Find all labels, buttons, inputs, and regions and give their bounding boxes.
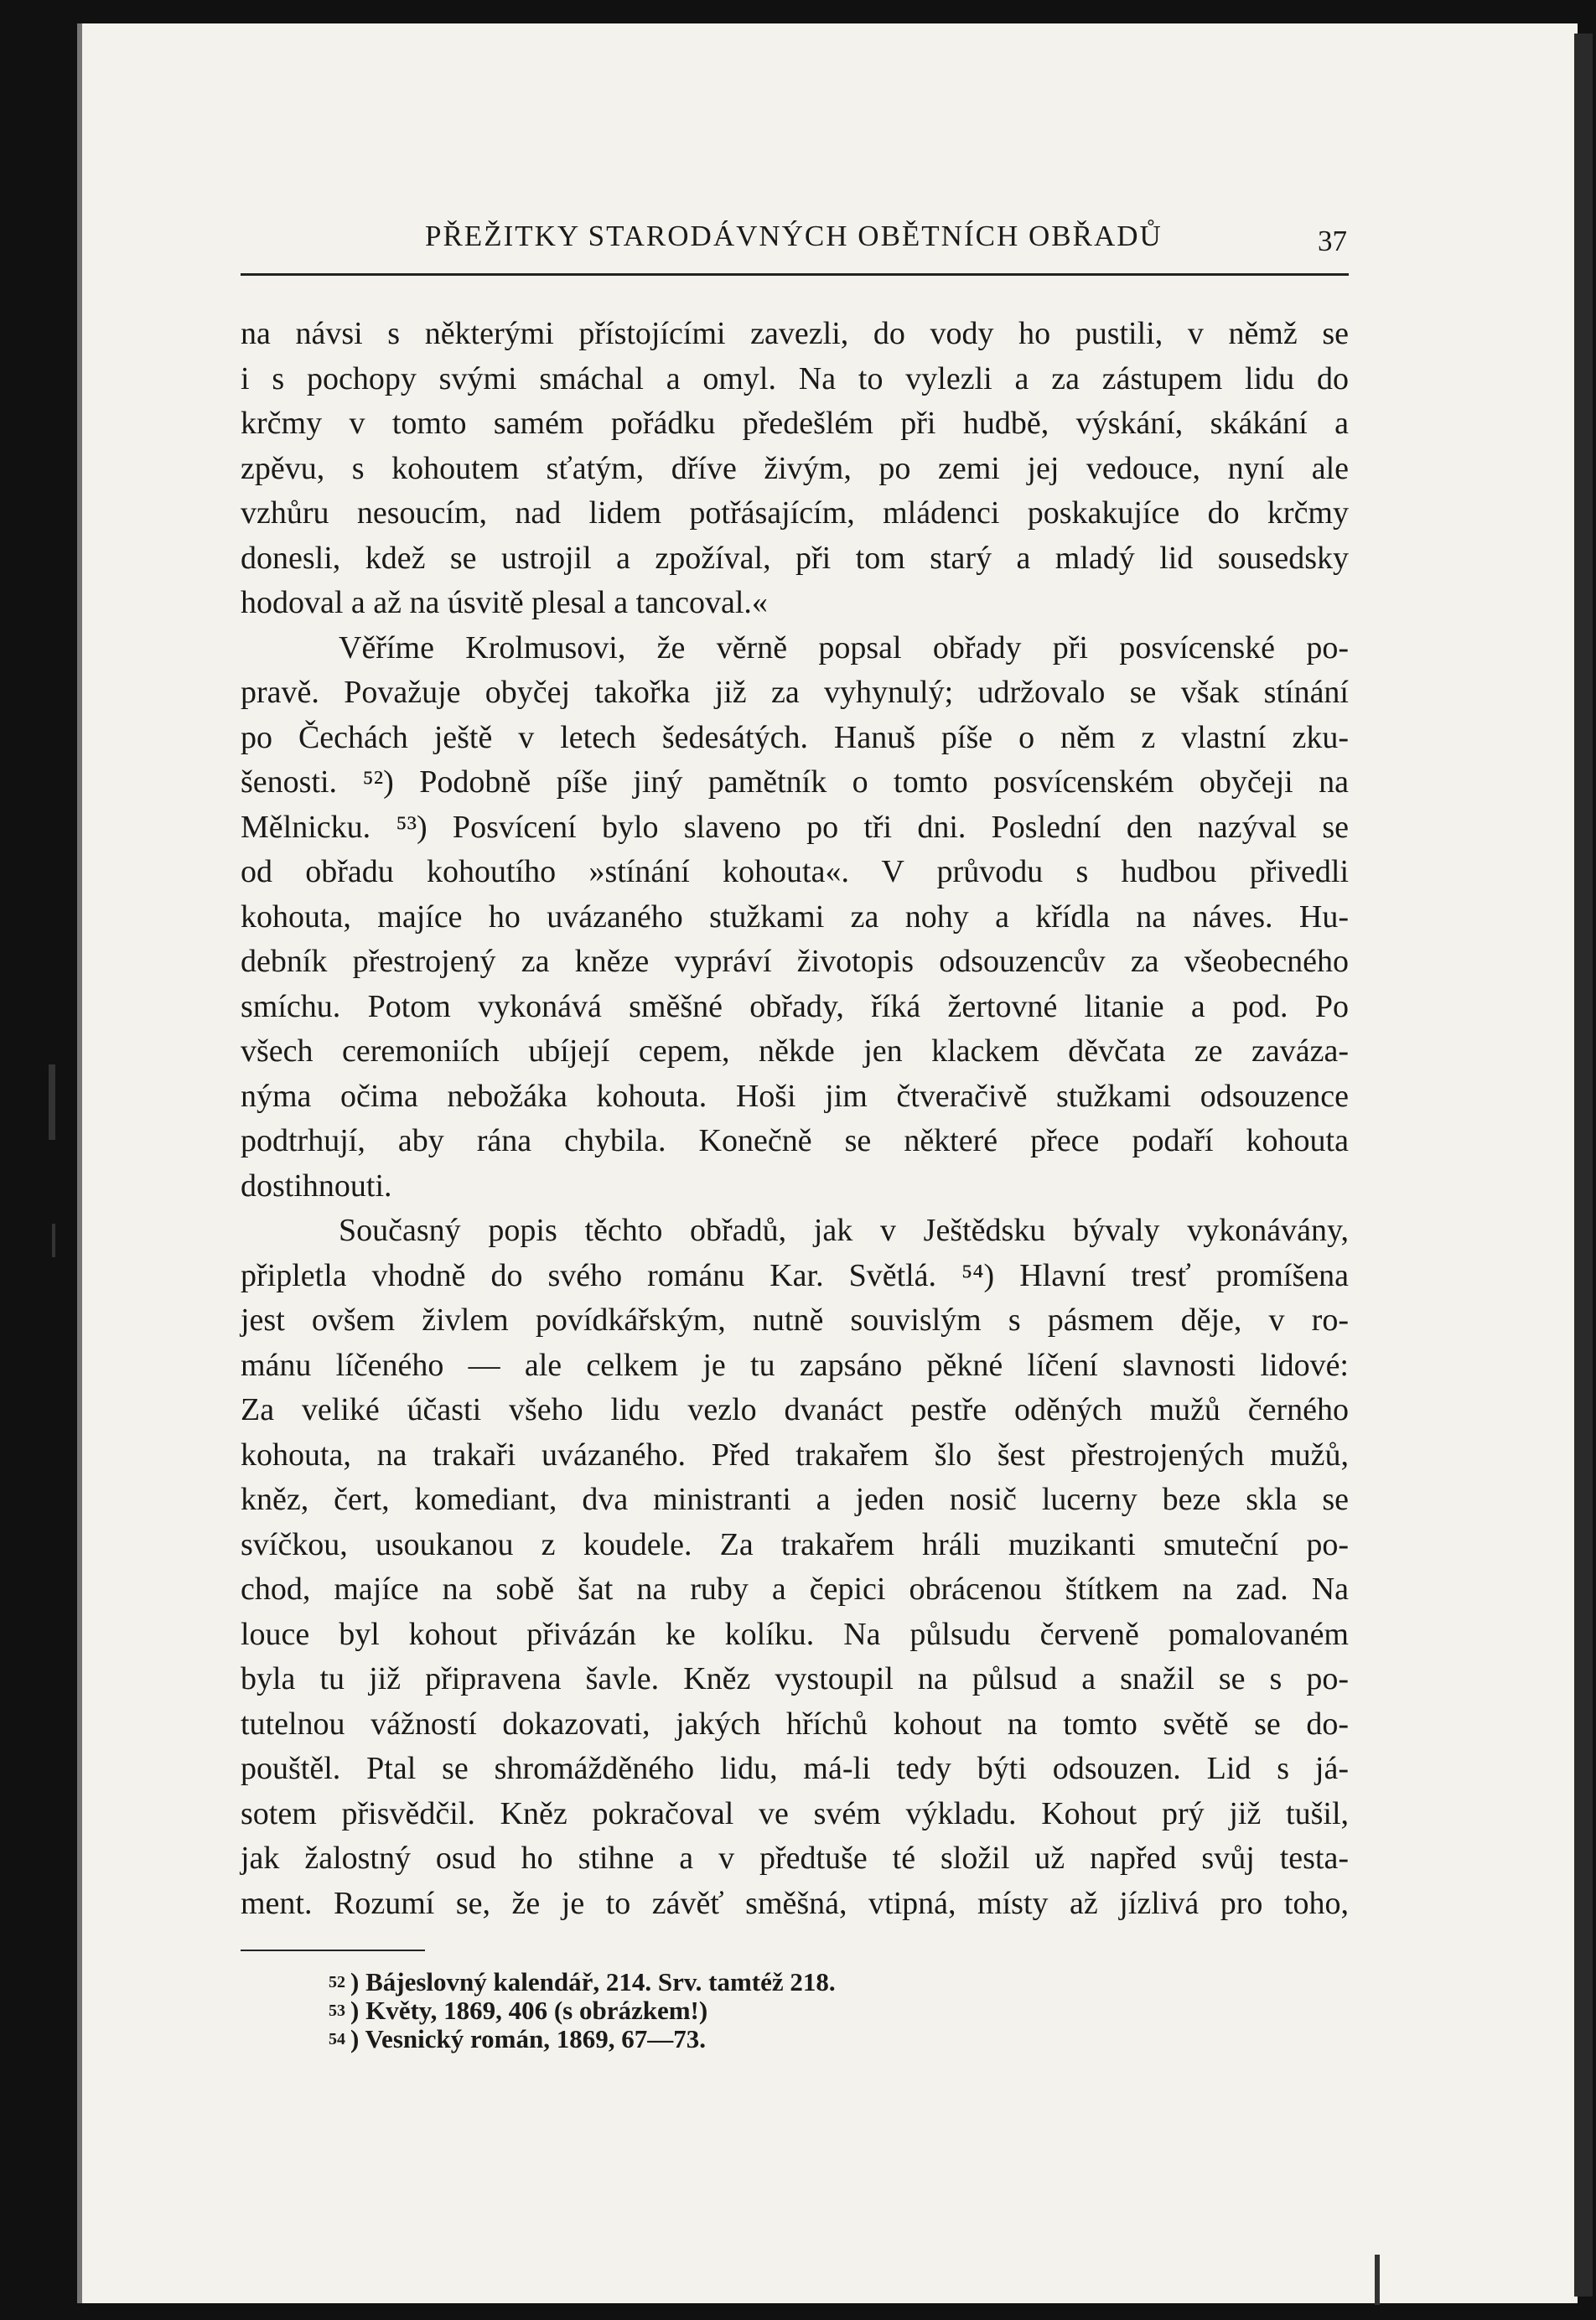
page-number: 37: [1318, 225, 1347, 257]
text-line: šenosti. ⁵²) Podobně píše jiný pamětník o tomto posvícenském obyčeji na: [241, 764, 1349, 800]
footnote: [329, 1968, 836, 1996]
text-line: donesli, kdež se ustrojil a zpožíval, při tom starý a mladý lid sousedsky: [241, 540, 1349, 576]
text-line: od obřadu kohoutího »stínání kohouta«. V průvodu s hudbou přivedli: [241, 854, 1349, 889]
scan-edge: [1574, 34, 1593, 2297]
text-line: nýma očima nebožáka kohouta. Hoši jim čtveračivě stužkami odsouzence: [241, 1078, 1349, 1114]
footnote-text: Bájeslovný kalendář, 214. Srv. tamtéž 218.: [365, 1967, 836, 1996]
text-line: svíčkou, usoukanou z koudele. Za trakařem hráli muzikanti smuteční po-: [241, 1526, 1349, 1562]
page-gutter: [77, 23, 82, 2303]
text-line: byla tu již připravena šavle. Kněz vystoupil na půlsud a snažil se s po-: [241, 1661, 1349, 1696]
text-line: chod, majíce na sobě šat na ruby a čepici obrácenou štítkem na zad. Na: [241, 1572, 1349, 1607]
text-line: louce byl kohout přivázán ke kolíku. Na půlsudu červeně pomalovaném: [241, 1616, 1349, 1652]
scan-speck: [52, 1224, 55, 1257]
footnote-divider: [241, 1950, 425, 1951]
text-line: Současný popis těchto obřadů, jak v Ještědsku bývaly vykonávány,: [339, 1213, 1349, 1248]
text-line: tutelnou vážností dokazovati, jakých hříchů kohout na tomto světě se do-: [241, 1706, 1349, 1742]
text-line: kněz, čert, komediant, dva ministranti a jeden nosič lucerny beze skla se: [241, 1482, 1349, 1517]
footnote-mark: 54: [329, 2030, 345, 2048]
text-line: pravě. Považuje obyčej takořka již za vyhynulý; udržovalo se však stínání: [241, 675, 1349, 710]
text-line: mánu líčeného — ale celkem je tu zapsáno pěkné líčení slavnosti lidové:: [241, 1347, 1349, 1383]
text-line: připletla vhodně do svého románu Kar. Světlá. ⁵⁴) Hlavní tresť promíšena: [241, 1257, 1349, 1293]
text-line: pouštěl. Ptal se shromážděného lidu, má-li tedy býti odsouzen. Lid s já-: [241, 1751, 1349, 1786]
text-line: jest ovšem živlem povídkářským, nutně souvislým s pásmem děje, v ro-: [241, 1302, 1349, 1338]
text-line: smíchu. Potom vykonává směšné obřady, říká žertovné litanie a pod. Po: [241, 988, 1349, 1024]
footnote: [329, 1996, 836, 2025]
text-line: zpěvu, s kohoutem sťatým, dříve živým, po zemi jej vedouce, nyní ale: [241, 450, 1349, 486]
text-line: na návsi s některými přístojícími zavezli, do vody ho pustili, v němž se: [241, 316, 1349, 351]
text-line: podtrhují, aby rána chybila. Konečně se některé přece podaří kohouta: [241, 1123, 1349, 1158]
text-line: debník přestrojený za kněze vypráví životopis odsouzencův za všeobecného: [241, 944, 1349, 979]
text-line: všech ceremoniích ubíjejí cepem, někde jen klackem děvčata ze zavázа-: [241, 1033, 1349, 1069]
page-header: [241, 208, 1349, 276]
text-line: kohouta, majíce ho uvázaného stužkami za nohy a křídla na náves. Hu-: [241, 898, 1349, 935]
scan-speck: [49, 1064, 55, 1140]
footnote-paren: ): [350, 2024, 365, 2053]
text-line: Za veliké účasti všeho lidu vezlo dvanáct pestře oděných mužů černého: [241, 1392, 1349, 1427]
footnote-paren: ): [350, 1996, 366, 2025]
text-line: dostihnouti.: [241, 1168, 392, 1204]
text-line: sotem přisvědčil. Kněz pokračoval ve svém výkladu. Kohout prý již tušil,: [241, 1795, 1349, 1831]
body-text: [241, 312, 1349, 1926]
footnotes: [329, 1968, 836, 2053]
text-line: Mělnicku. ⁵³) Posvícení bylo slaveno po tři dni. Poslední den nazýval se: [241, 809, 1349, 845]
scan-speck: [1375, 2255, 1380, 2305]
text-line: kohouta, na trakaři uvázaného. Před trakařem šlo šest přestrojených mužů,: [241, 1437, 1349, 1473]
footnote-mark: 52: [329, 1973, 345, 1991]
running-title: PŘEŽITKY STARODÁVNÝCH OBĚTNÍCH OBŘADŮ: [425, 220, 1163, 252]
text-line: hodoval a až na úsvitě plesal a tancoval.«: [241, 585, 768, 620]
text-line: vzhůru nesoucím, nad lidem potřásajícím, mládenci poskakujíce do krčmy: [241, 495, 1349, 531]
footnote: [329, 2025, 836, 2053]
text-line: krčmy v tomto samém pořádku předešlém při hudbě, výskání, skákání a: [241, 406, 1349, 441]
text-line: i s pochopy svými smáchal a omyl. Na to vylezli a za zástupem lidu do: [241, 360, 1349, 396]
text-line: po Čechách ještě v letech šedesátých. Hanuš píše o něm z vlastní zku-: [241, 719, 1349, 755]
footnote-text: Květy, 1869, 406 (s obrázkem!): [365, 1996, 708, 2025]
text-line: jak žalostný osud ho stihne a v předtuše té složil už napřed svůj testa-: [241, 1841, 1349, 1876]
footnote-mark: 53: [329, 2002, 345, 2020]
text-line: Věříme Krolmusovi, že věrně popsal obřady při posvícenské po-: [339, 629, 1349, 665]
footnote-text: Vesnický román, 1869, 67—73.: [365, 2024, 706, 2053]
footnote-paren: ): [350, 1967, 366, 1996]
text-line: ment. Rozumí se, že je to závěť směšná, vtipná, místy až jízlivá pro toho,: [241, 1885, 1349, 1921]
